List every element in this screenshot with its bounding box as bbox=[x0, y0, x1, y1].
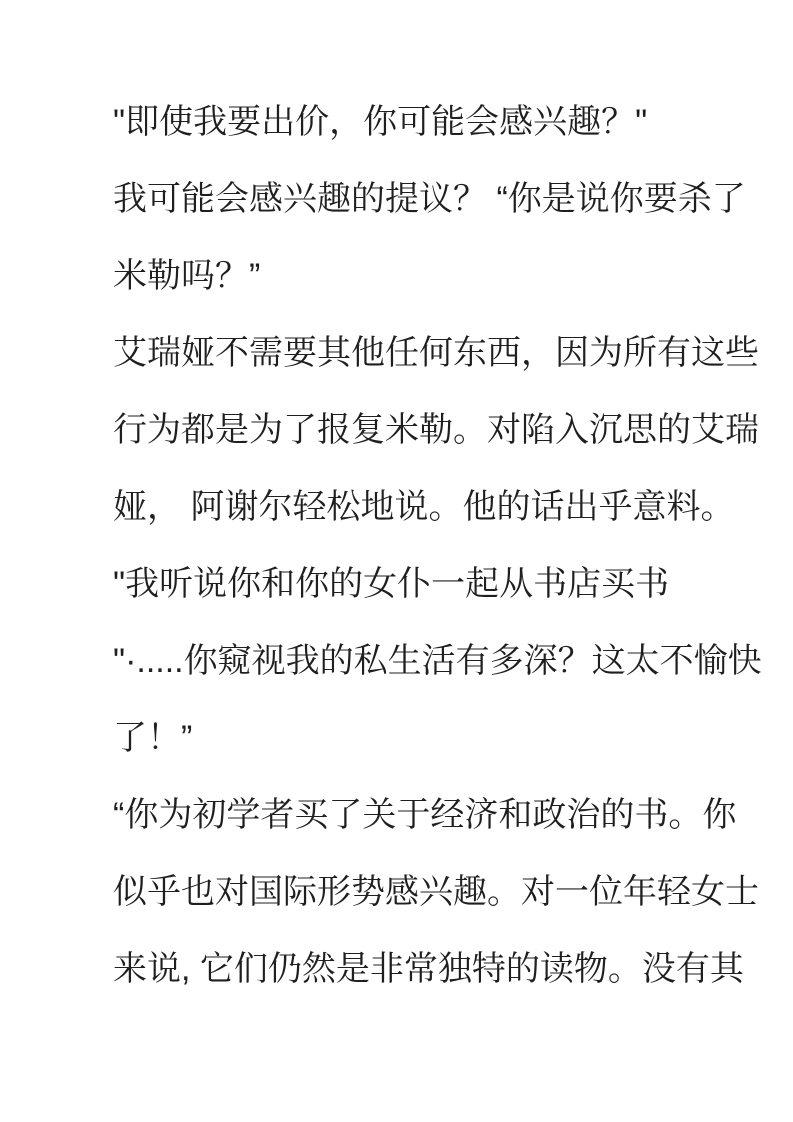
text-line-9: 了！” bbox=[113, 719, 193, 757]
text-line-2: 我可能会感兴趣的提议？ “你是说你要杀了 bbox=[113, 180, 746, 218]
text-line-6: 娅， 阿谢尔轻松地说。他的话出乎意料。 bbox=[113, 488, 735, 526]
text-line-7: "我听说你和你的女仆一起从书店买书 bbox=[113, 565, 670, 603]
text-line-1: "即使我要出价，你可能会感兴趣？" bbox=[113, 103, 648, 141]
text-line-8: "·.....你窥视我的私生活有多深？这太不愉快 bbox=[113, 642, 762, 680]
text-line-5: 行为都是为了报复米勒。对陷入沉思的艾瑞 bbox=[113, 411, 759, 449]
text-line-12: 来说, 它们仍然是非常独特的读物。没有其 bbox=[113, 950, 744, 988]
text-line-4: 艾瑞娅不需要其他任何东西，因为所有这些 bbox=[113, 334, 759, 372]
text-line-3: 米勒吗？” bbox=[113, 257, 261, 295]
text-line-10: “你为初学者买了关于经济和政治的书。你 bbox=[113, 796, 737, 834]
text-line-11: 似乎也对国际形势感兴趣。对一位年轻女士 bbox=[113, 873, 759, 911]
